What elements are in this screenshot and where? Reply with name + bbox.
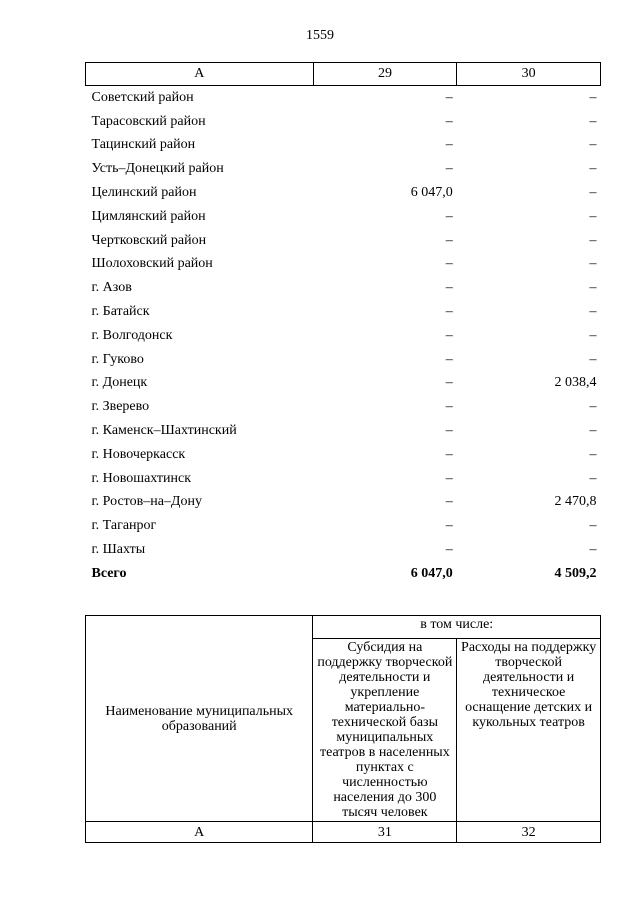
value-col-29: – bbox=[445, 470, 453, 486]
table-row bbox=[86, 419, 601, 443]
municipality-name: Чертковский район bbox=[91, 232, 207, 248]
value-col-29: – bbox=[445, 89, 453, 105]
municipality-name: Усть–Донецкий район bbox=[91, 161, 224, 177]
value-col-29: – bbox=[445, 399, 453, 415]
table-row bbox=[86, 110, 601, 134]
municipality-name: Целинский район bbox=[91, 185, 197, 201]
municipality-name: г. Донецк bbox=[91, 375, 148, 391]
municipality-name: г. Батайск bbox=[91, 304, 150, 320]
value-col-29: – bbox=[445, 327, 453, 343]
value-col-30: – bbox=[589, 542, 597, 558]
table-row bbox=[86, 491, 601, 515]
value-col-30: – bbox=[589, 113, 597, 129]
value-col-30: – bbox=[589, 89, 597, 105]
municipality-name: г. Волгодонск bbox=[91, 327, 173, 343]
municipality-name: г. Азов bbox=[91, 280, 132, 296]
value-col-30: – bbox=[589, 256, 597, 272]
column-number-31: 31 bbox=[313, 822, 457, 843]
table-row bbox=[86, 443, 601, 467]
value-col-29: – bbox=[445, 113, 453, 129]
municipality-name: г. Таганрог bbox=[91, 518, 157, 534]
value-col-29: – bbox=[445, 304, 453, 320]
value-col-30: – bbox=[589, 423, 597, 439]
value-col-30: – bbox=[589, 446, 597, 462]
table-row bbox=[86, 205, 601, 229]
value-col-29: – bbox=[445, 494, 453, 510]
value-col-29: – bbox=[445, 161, 453, 177]
municipality-name: г. Новошахтинск bbox=[91, 470, 192, 486]
table-row bbox=[86, 538, 601, 562]
table-row bbox=[86, 395, 601, 419]
value-col-29: 6 047,0 bbox=[410, 185, 453, 201]
value-col-29: – bbox=[445, 446, 453, 462]
value-col-29: – bbox=[445, 542, 453, 558]
municipality-column-header: Наименование муниципальных образований bbox=[86, 616, 313, 822]
total-col-29: 6 047,0 bbox=[410, 565, 453, 581]
subsidy-theatres-column-header: Субсидия на поддержку творческой деятельности и укрепление материально-технической базы муниципальных театров в населенных пунктах с численностью населения до 300 тысяч человек bbox=[313, 639, 457, 822]
value-col-29: – bbox=[445, 232, 453, 248]
municipality-name: Советский район bbox=[91, 89, 194, 105]
total-col-30: 4 509,2 bbox=[554, 565, 597, 581]
table-row bbox=[86, 134, 601, 158]
value-col-30: 2 470,8 bbox=[554, 494, 597, 510]
value-col-29: – bbox=[445, 208, 453, 224]
value-col-30: – bbox=[589, 161, 597, 177]
header-col-a: А bbox=[86, 63, 314, 86]
value-col-30: – bbox=[589, 327, 597, 343]
value-col-29: – bbox=[445, 280, 453, 296]
municipality-name: г. Зверево bbox=[91, 399, 150, 415]
value-col-30: – bbox=[589, 304, 597, 320]
value-col-30: – bbox=[589, 399, 597, 415]
value-col-30: – bbox=[589, 137, 597, 153]
table-row bbox=[86, 229, 601, 253]
table-row bbox=[86, 300, 601, 324]
value-col-30: – bbox=[589, 208, 597, 224]
header-col-30: 30 bbox=[457, 63, 601, 86]
table-row bbox=[86, 181, 601, 205]
value-col-30: – bbox=[589, 351, 597, 367]
page-number: 1559 bbox=[306, 28, 334, 43]
table-row bbox=[86, 253, 601, 277]
value-col-29: – bbox=[445, 518, 453, 534]
table-row bbox=[86, 467, 601, 491]
table-row bbox=[86, 86, 601, 110]
table-row bbox=[86, 324, 601, 348]
municipality-name: Тарасовский район bbox=[91, 113, 206, 129]
header-col-29: 29 bbox=[313, 63, 457, 86]
value-col-29: – bbox=[445, 137, 453, 153]
column-letter-a: А bbox=[86, 822, 313, 843]
value-col-30: – bbox=[589, 232, 597, 248]
municipality-name: Цимлянский район bbox=[91, 208, 206, 224]
municipality-name: Тацинский район bbox=[91, 137, 196, 153]
municipality-name: г. Новочеркасск bbox=[91, 446, 186, 462]
table-header-row bbox=[86, 63, 601, 86]
municipality-name: г. Шахты bbox=[91, 542, 146, 558]
value-col-29: – bbox=[445, 375, 453, 391]
value-col-30: 2 038,4 bbox=[554, 375, 597, 391]
including-group-header: в том числе: bbox=[313, 616, 601, 639]
municipality-name: г. Гуково bbox=[91, 351, 144, 367]
table-row bbox=[86, 514, 601, 538]
municipality-name: г. Ростов–на–Дону bbox=[91, 494, 202, 510]
table-row bbox=[86, 157, 601, 181]
children-theatres-column-header: Расходы на поддержку творческой деятельности и техническое оснащение детских и кукольных театров bbox=[457, 639, 601, 822]
total-row bbox=[86, 562, 601, 586]
value-col-30: – bbox=[589, 470, 597, 486]
column-number-32: 32 bbox=[457, 822, 601, 843]
total-label: Всего bbox=[91, 565, 127, 581]
municipality-name: г. Каменск–Шахтинский bbox=[91, 423, 237, 439]
value-col-30: – bbox=[589, 518, 597, 534]
value-col-29: – bbox=[445, 256, 453, 272]
value-col-30: – bbox=[589, 280, 597, 296]
value-col-29: – bbox=[445, 351, 453, 367]
table-row bbox=[86, 372, 601, 396]
budget-table-next-header bbox=[85, 615, 601, 843]
value-col-29: – bbox=[445, 423, 453, 439]
table-row bbox=[86, 348, 601, 372]
table-row bbox=[86, 276, 601, 300]
value-col-30: – bbox=[589, 185, 597, 201]
budget-table-continued bbox=[85, 62, 601, 586]
municipality-name: Шолоховский район bbox=[91, 256, 213, 272]
